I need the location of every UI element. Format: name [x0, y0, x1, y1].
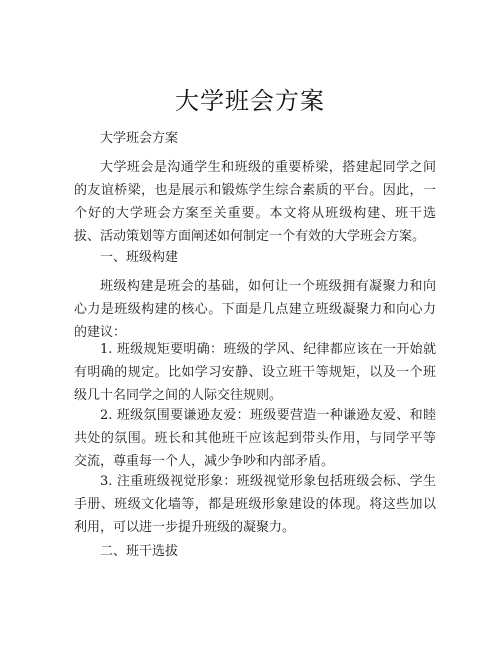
list-item-visual-image: 3. 注重班级视觉形象：班级视觉形象包括班级会标、学生手册、班级文化墙等，都是班级形象建设的体现。将这些加以利用，可以进一步提升班级的凝聚力。 — [74, 474, 436, 535]
section-heading-class-building: 一、班级构建 — [100, 250, 179, 265]
list-item-atmosphere: 2. 班级氛围要谦逊友爱：班级要营造一种谦逊友爱、和睦共处的氛围。班长和其他班干应该起到带头作用，与同学平等交流，尊重每一个人，减少争吵和内部矛盾。 — [74, 408, 436, 469]
paragraph-class-building: 班级构建是班会的基础，如何让一个班级拥有凝聚力和向心力是班级构建的核心。下面是几点建立班级凝聚力和向心力的建议： — [74, 279, 436, 340]
document-subtitle: 大学班会方案 — [100, 131, 179, 146]
paragraph-intro: 大学班会是沟通学生和班级的重要桥梁，搭建起同学之间的友谊桥梁，也是展示和锻炼学生综合素质的平台。因此，一个好的大学班会方案至关重要。本文将从班级构建、班干选拔、活动策划等方面阐述如何制定一个有效的大学班会方案。 — [74, 160, 436, 244]
section-heading-cadre-selection: 二、班干选拔 — [100, 544, 179, 559]
list-item-rules: 1. 班级规矩要明确：班级的学风、纪律都应该在一开始就有明确的规定。比如学习安静、设立班干等规矩，以及一个班级几十名同学之间的人际交往规则。 — [74, 342, 436, 403]
document-title: 大学班会方案 — [175, 87, 325, 115]
